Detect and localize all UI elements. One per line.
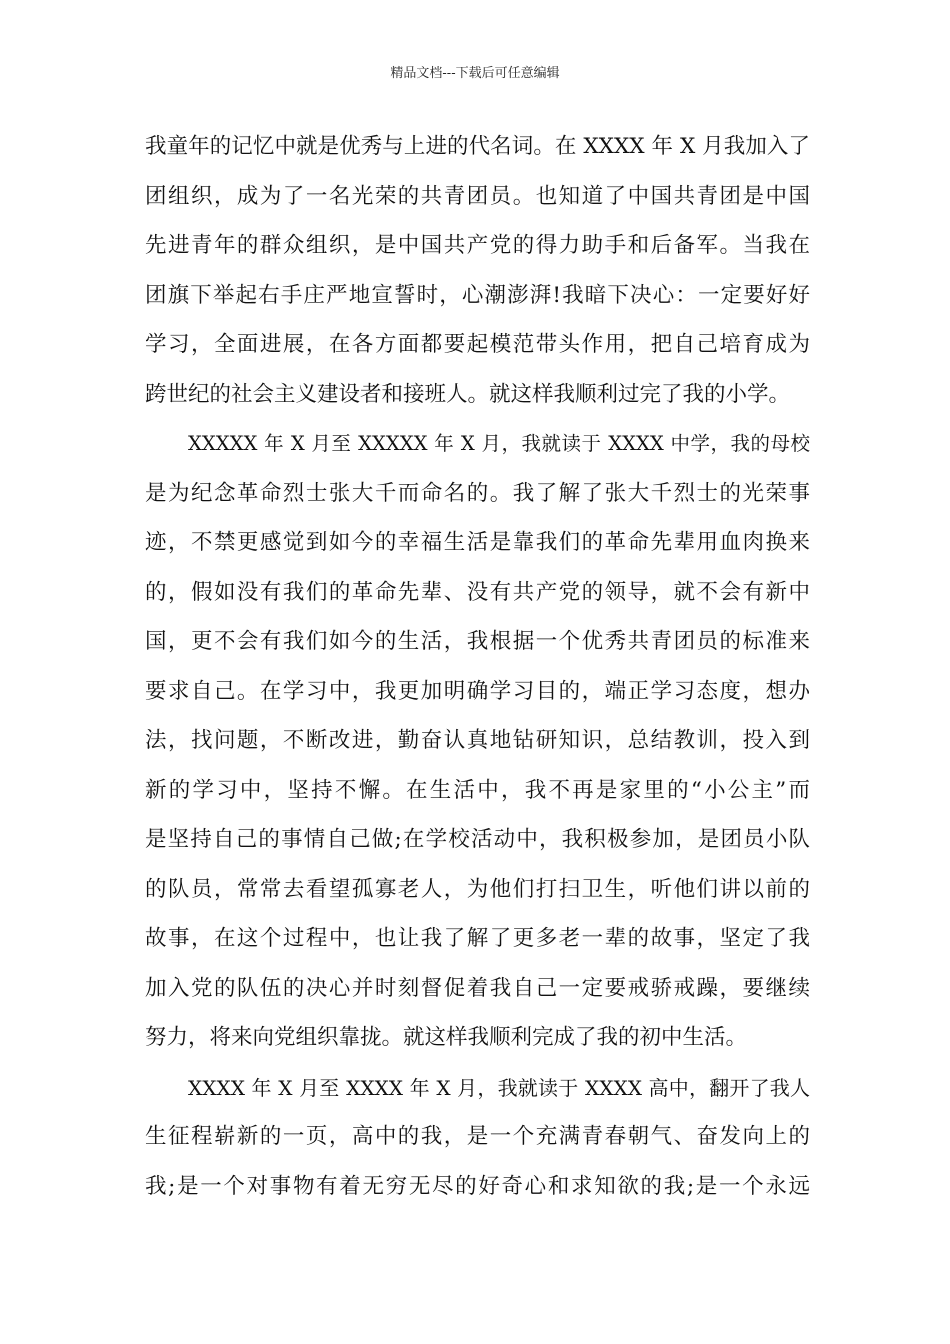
text-line: 要求自己。在学习中，我更加明确学习目的，端正学习态度，想办 xyxy=(145,678,810,704)
text-line: XXXXX 年 X 月至 XXXXX 年 X 月，我就读于 XXXX 中学，我的母校 xyxy=(188,432,810,455)
text-line: 团组织，成为了一名光荣的共青团员。也知道了中国共青团是中国 xyxy=(145,183,810,209)
text-line: 故事，在这个过程中，也让我了解了更多老一辈的故事，坚定了我 xyxy=(145,926,810,951)
text-line: 国，更不会有我们如今的生活，我根据一个优秀共青团员的标准来 xyxy=(145,629,810,654)
text-line: 生征程崭新的一页，高中的我，是一个充满青春朝气、奋发向上的 xyxy=(145,1124,810,1149)
page-header: 精品文档---下载后可任意编辑 xyxy=(390,66,560,81)
text-line: 加入党的队伍的决心并时刻督促着我自己一定要戒骄戒躁，要继续 xyxy=(145,975,810,1001)
text-line: 是坚持自己的事情自己做;在学校活动中，我积极参加，是团员小队 xyxy=(145,827,810,852)
document-body xyxy=(145,134,810,1223)
text-line: 先进青年的群众组织，是中国共产党的得力助手和后备军。当我在 xyxy=(145,233,810,258)
text-line: 是为纪念革命烈士张大千而命名的。我了解了张大千烈士的光荣事 xyxy=(145,480,810,506)
text-line: 的，假如没有我们的革命先辈、没有共产党的领导，就不会有新中 xyxy=(145,579,810,605)
text-line: 学习，全面进展，在各方面都要起模范带头作用，把自己培育成为 xyxy=(145,332,810,357)
text-line: 团旗下举起右手庄严地宣誓时，心潮澎湃!我暗下决心：一定要好好 xyxy=(145,282,810,308)
text-line: 努力，将来向党组织靠拢。就这样我顺利完成了我的初中生活。 xyxy=(145,1025,748,1050)
text-line: 法，找问题，不断改进，勤奋认真地钻研知识，总结教训，投入到 xyxy=(145,728,810,753)
text-line: 我童年的记忆中就是优秀与上进的代名词。在 XXXX 年 X 月我加入了 xyxy=(145,134,810,159)
text-line: 我;是一个对事物有着无穷无尽的好奇心和求知欲的我;是一个永远 xyxy=(145,1173,810,1199)
text-line: XXXX 年 X 月至 XXXX 年 X 月，我就读于 XXXX 高中，翻开了我人 xyxy=(188,1075,810,1100)
text-line: 新的学习中，坚持不懈。在生活中，我不再是家里的“小公主”而 xyxy=(145,777,810,803)
text-line: 跨世纪的社会主义建设者和接班人。就这样我顺利过完了我的小学。 xyxy=(145,381,791,407)
text-line: 的队员，常常去看望孤寡老人，为他们打扫卫生，听他们讲以前的 xyxy=(145,876,810,902)
text-line: 迹，不禁更感觉到如今的幸福生活是靠我们的革命先辈用血肉换来 xyxy=(145,530,810,555)
